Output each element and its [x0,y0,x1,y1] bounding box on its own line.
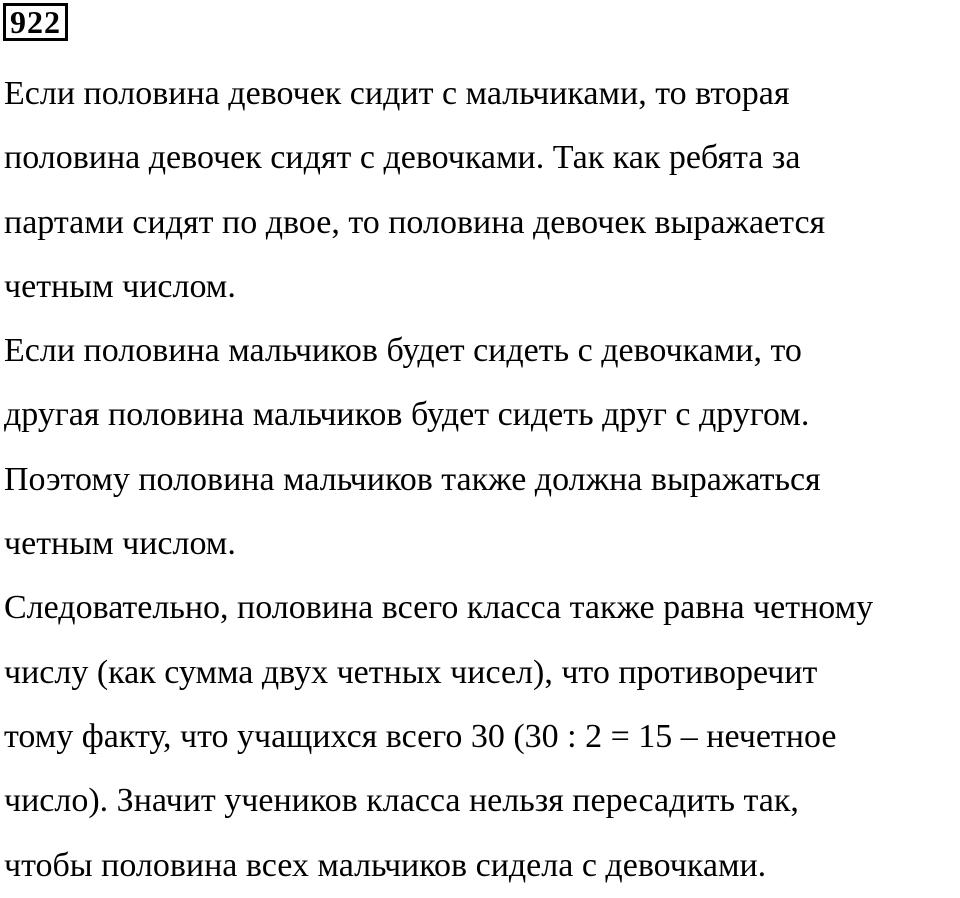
text-line: половина девочек сидят с девочками. Так как ребята за [4,139,801,177]
text-line: Следовательно, половина всего класса также равна четному [4,589,874,627]
text-line: партами сидят по двое, то половина девочек выражается [4,203,826,241]
text-line: числу (как сумма двух четных чисел), что противоречит [4,653,818,691]
text-line: Поэтому половина мальчиков также должна выражаться [4,460,821,498]
text-line: Если половина девочек сидит с мальчиками, то вторая [4,75,790,112]
problem-number [3,3,68,41]
text-line: число). Значит учеников класса нельзя пересадить так, [4,782,799,820]
text-line: Если половина мальчиков будет сидеть с девочками, то [4,332,802,370]
text-line: другая половина мальчиков будет сидеть друг с другом. [4,396,810,434]
text-line: чтобы половина всех мальчиков сидела с девочками. [4,846,767,884]
text-line: четным числом. [4,525,236,563]
text-line: тому факту, что учащихся всего 30 (30 : 2 = 15 – нечетное [4,717,837,755]
solution-text [4,62,960,898]
text-line: четным числом. [4,267,236,305]
problem-number-label: 922 [10,4,61,40]
